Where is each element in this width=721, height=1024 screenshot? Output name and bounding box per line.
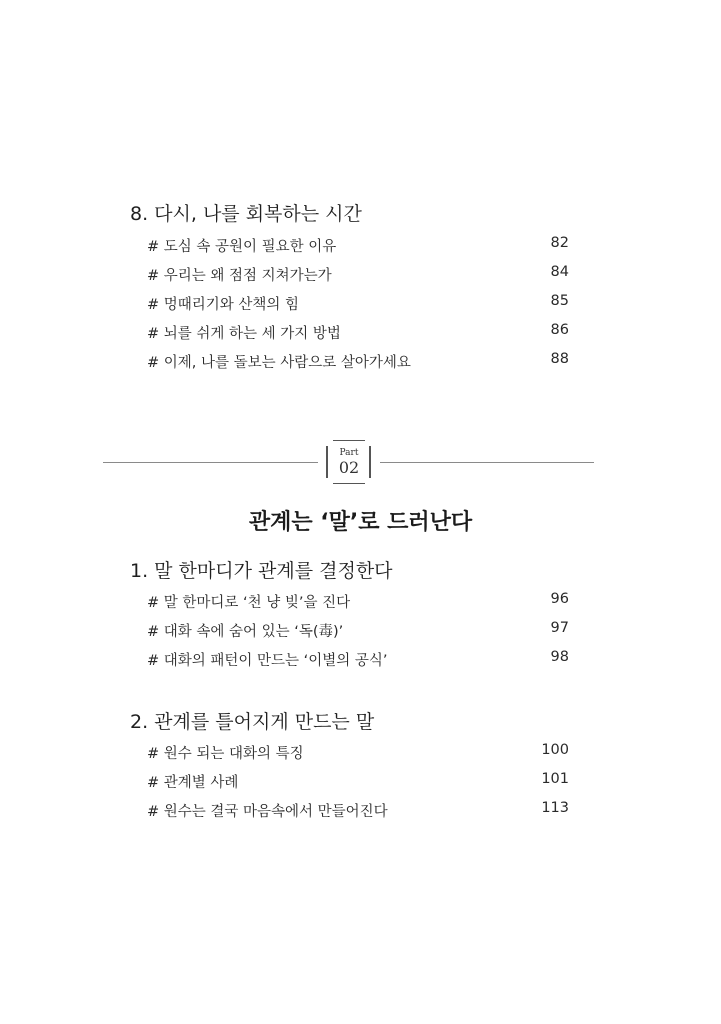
- chapter-heading-8: 8. 다시, 나를 회복하는 시간: [130, 203, 362, 225]
- toc-entry-title: # 도심 속 공원이 필요한 이유: [147, 239, 337, 255]
- toc-entry-page: 96: [550, 591, 569, 607]
- toc-entry-page: 86: [550, 322, 569, 338]
- toc-entry[interactable]: [147, 264, 569, 286]
- part-badge-bracket-right: [369, 446, 371, 478]
- divider-line-right: [380, 462, 594, 463]
- toc-entry-title: # 우리는 왜 점점 지쳐가는가: [147, 268, 332, 284]
- toc-entry[interactable]: [147, 771, 569, 793]
- toc-entry[interactable]: [147, 742, 569, 764]
- part-title: 관계는 ‘말’로 드러난다: [248, 510, 473, 535]
- chapter-heading-1: 1. 말 한마디가 관계를 결정한다: [130, 560, 393, 582]
- toc-entry-title: # 대화의 패턴이 만드는 ‘이별의 공식’: [147, 653, 388, 669]
- toc-entry-title: # 말 한마디로 ‘천 냥 빚’을 진다: [147, 595, 351, 611]
- toc-entry-page: 88: [550, 351, 569, 367]
- toc-entry-title: # 멍때리기와 산책의 힘: [147, 297, 300, 313]
- divider-line-left: [103, 462, 318, 463]
- toc-entry-title: # 원수 되는 대화의 특징: [147, 746, 304, 762]
- toc-entry-page: 84: [550, 264, 569, 280]
- part-label: Part: [339, 448, 359, 458]
- toc-entry[interactable]: [147, 293, 569, 315]
- toc-entry-page: 101: [541, 771, 569, 787]
- toc-entry[interactable]: [147, 649, 569, 671]
- toc-entry-title: # 대화 속에 숨어 있는 ‘독(毒)’: [147, 624, 344, 640]
- toc-entry-title: # 뇌를 쉬게 하는 세 가지 방법: [147, 326, 341, 342]
- toc-entry[interactable]: [147, 235, 569, 257]
- toc-entry-page: 100: [541, 742, 569, 758]
- toc-entry-title: # 이제, 나를 돌보는 사람으로 살아가세요: [147, 355, 411, 371]
- toc-entry-page: 82: [550, 235, 569, 251]
- toc-entry-page: 97: [550, 620, 569, 636]
- part-badge-rule-top: [333, 440, 365, 441]
- toc-entry-title: # 원수는 결국 마음속에서 만들어진다: [147, 804, 388, 820]
- toc-entry[interactable]: [147, 591, 569, 613]
- toc-entry-page: 98: [550, 649, 569, 665]
- toc-entry[interactable]: [147, 620, 569, 642]
- toc-entry[interactable]: [147, 800, 569, 822]
- toc-entry-page: 113: [541, 800, 569, 816]
- part-number: 02: [338, 458, 360, 477]
- toc-entry-page: 85: [550, 293, 569, 309]
- toc-entry-title: # 관계별 사례: [147, 775, 239, 791]
- toc-entry[interactable]: [147, 351, 569, 373]
- toc-entry[interactable]: [147, 322, 569, 344]
- part-badge-rule-bottom: [333, 483, 365, 484]
- chapter-heading-2: 2. 관계를 틀어지게 만드는 말: [130, 711, 375, 733]
- part-badge-bracket-left: [326, 446, 328, 478]
